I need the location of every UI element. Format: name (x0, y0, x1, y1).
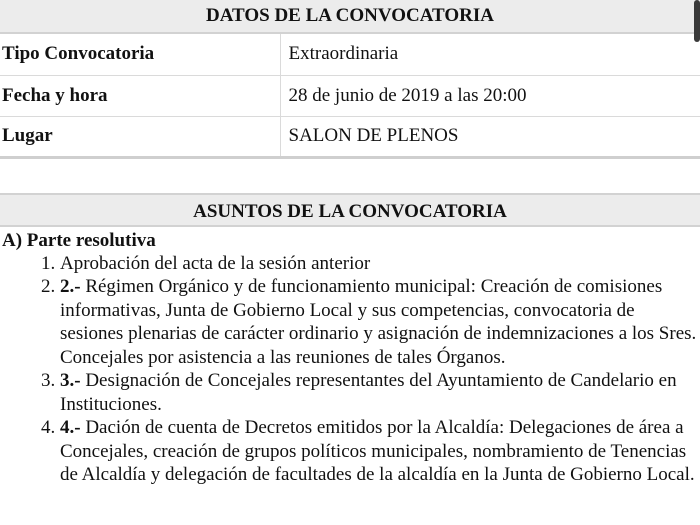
item-text: Régimen Orgánico y de funcionamiento municipal: Creación de comisiones informativas, Junta de Gobierno Local y sus competencias, convocatoria de sesiones plenarias de carácter ordinario y asignación de indemnizaciones a los Sres. Concejales por asistencia a las reuniones de tales Órganos. (60, 276, 697, 368)
tipo-convocatoria-value: Extraordinaria (280, 34, 700, 75)
item-prefix: 3.- (60, 370, 81, 391)
table-row (0, 116, 700, 157)
list-item (60, 275, 700, 369)
part-title: A) Parte resolutiva (2, 229, 156, 251)
asuntos-list (0, 252, 700, 487)
table-row (0, 34, 700, 75)
scrollbar-thumb[interactable] (694, 0, 700, 42)
section-spacer (0, 159, 700, 193)
list-item (60, 369, 700, 416)
table-row (0, 75, 700, 116)
item-prefix: 2.- (60, 276, 81, 297)
lugar-label: Lugar (0, 116, 280, 157)
lugar-value: SALON DE PLENOS (280, 116, 700, 157)
item-text: Dación de cuenta de Decretos emitidos por la Alcaldía: Delegaciones de área a Concejales, creación de grupos políticos municipales, nombramiento de Tenencias de Alcaldía y delegación de facultades de la alcaldía en la Junta de Gobierno Local. (60, 417, 695, 485)
datos-convocatoria-header: DATOS DE LA CONVOCATORIA (0, 0, 700, 34)
list-item (60, 252, 700, 276)
item-text: Aprobación del acta de la sesión anterior (60, 252, 371, 274)
fecha-hora-value: 28 de junio de 2019 a las 20:00 (280, 75, 700, 116)
fecha-hora-label: Fecha y hora (0, 75, 280, 116)
item-text: Designación de Concejales representantes del Ayuntamiento de Candelario en Instituciones. (60, 370, 677, 415)
list-item (60, 416, 700, 487)
convocatoria-table (0, 34, 700, 159)
item-prefix: 4.- (60, 417, 81, 438)
tipo-convocatoria-label: Tipo Convocatoria (0, 34, 280, 75)
asuntos-convocatoria-header: ASUNTOS DE LA CONVOCATORIA (0, 193, 700, 227)
